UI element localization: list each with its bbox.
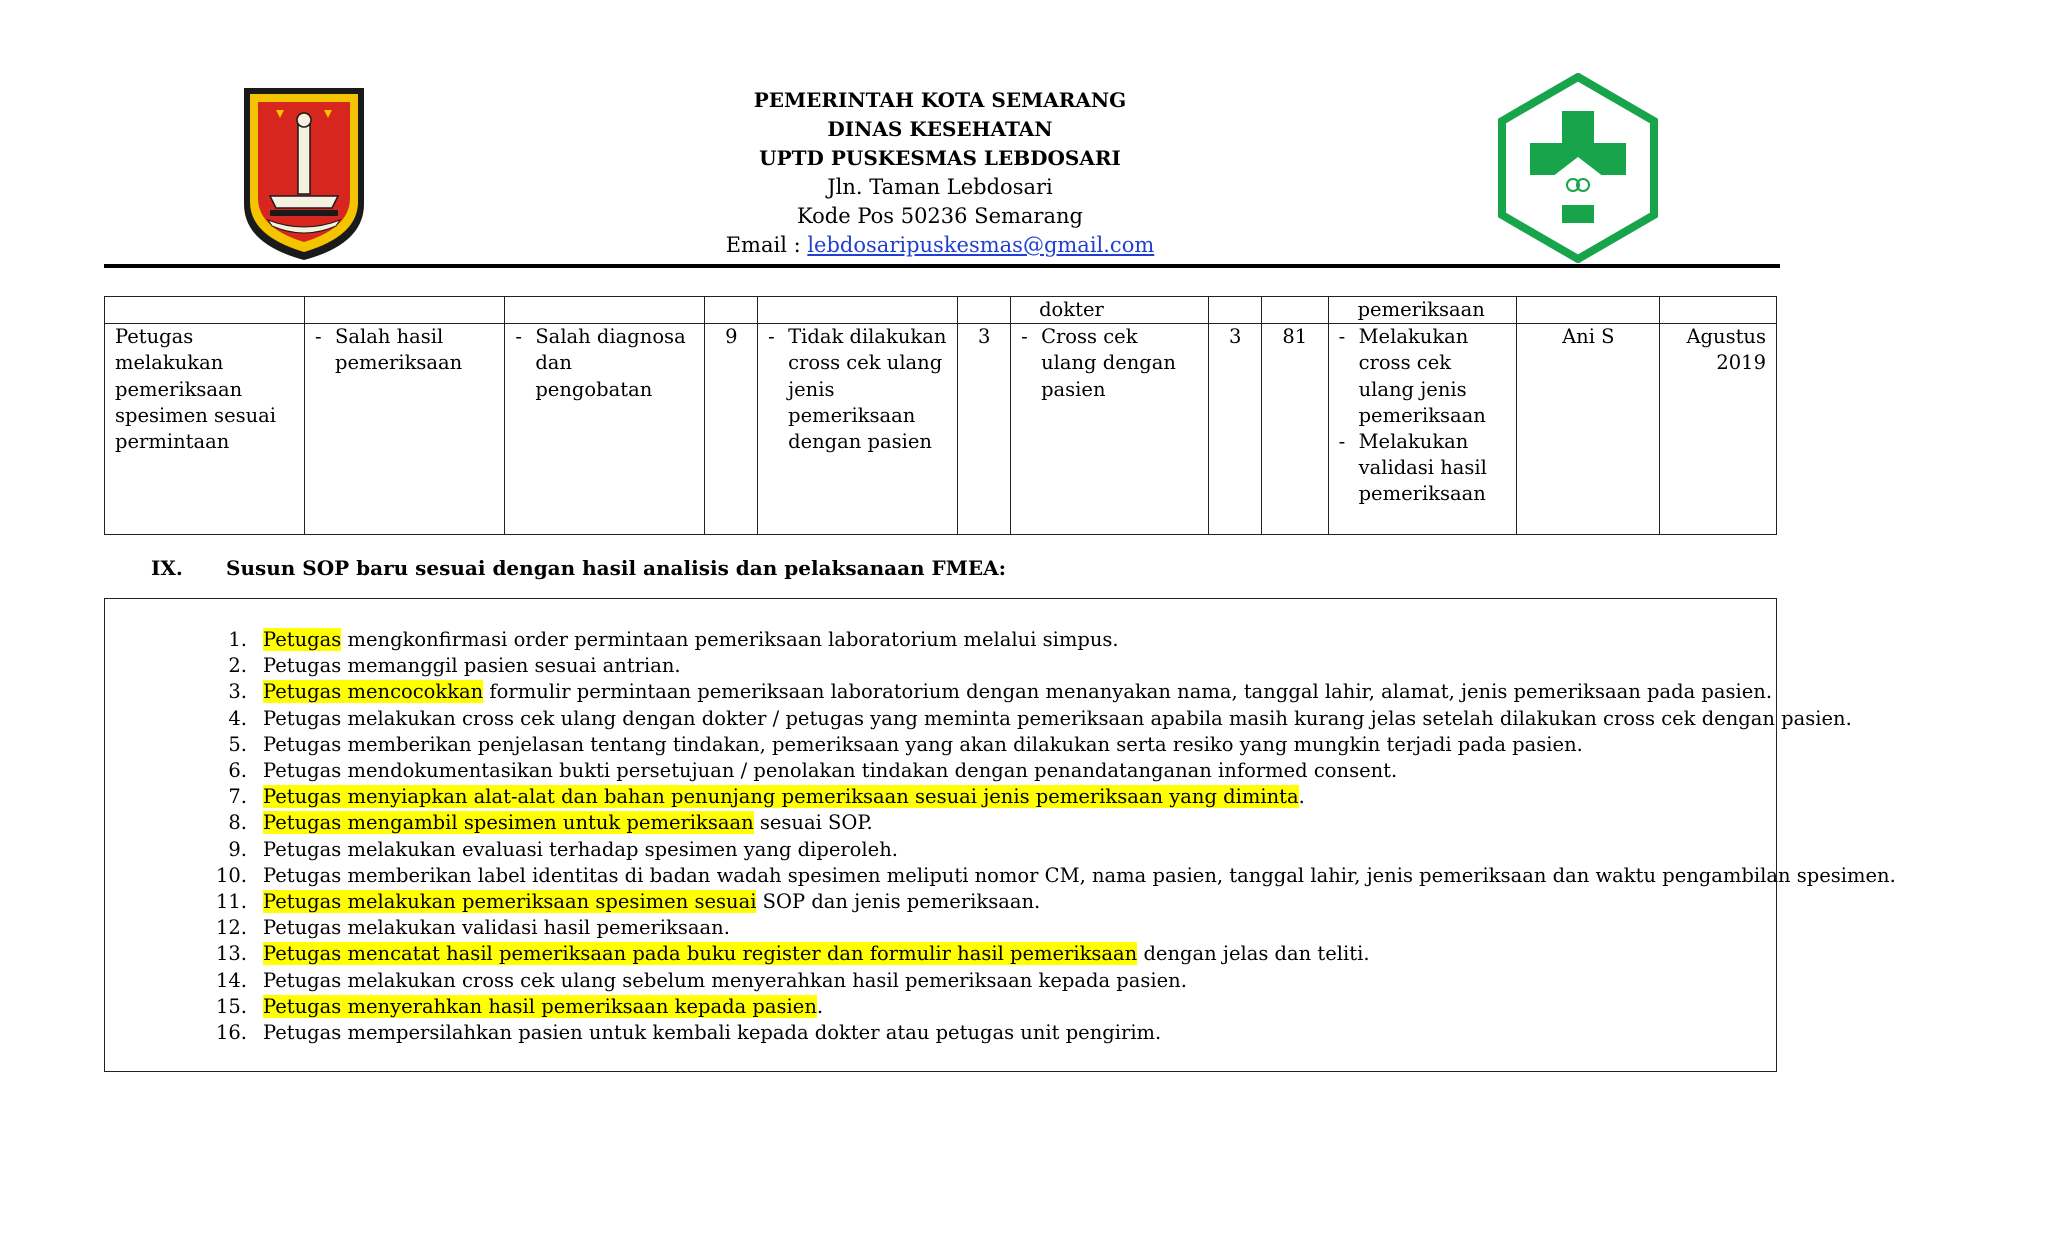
sop-item-rest: . <box>1298 785 1305 809</box>
sop-item <box>105 1020 1776 1046</box>
sop-item-text <box>263 653 681 679</box>
cause-cell: - Tidak dilakukan cross cek ulang jenis pemeriksaan dengan pasien <box>758 324 958 535</box>
sop-item <box>105 863 1896 889</box>
sop-item-text <box>263 889 1040 915</box>
sop-item <box>105 941 1776 967</box>
effect-cell: - Salah diagnosa dan pengobatan <box>505 324 705 535</box>
sop-item <box>105 784 1776 810</box>
sop-item <box>105 994 1776 1020</box>
letterhead-postal: Kode Pos 50236 Semarang <box>797 204 1083 228</box>
letterhead <box>640 86 1240 260</box>
section-heading <box>151 556 1006 580</box>
sop-item-number: 5. <box>228 732 247 756</box>
sop-item-rest: Petugas melakukan cross cek ulang sebelum menyerahkan hasil pemeriksaan kepada pasien. <box>263 968 1187 992</box>
sop-item-number: 14. <box>215 968 247 992</box>
sop-item-text <box>263 863 1896 889</box>
table-row <box>105 297 1777 324</box>
top-action-cell: pemeriksaan <box>1328 297 1517 324</box>
sop-item-rest: mengkonfirmasi order permintaan pemeriksaan laboratorium melalui simpus. <box>341 628 1119 651</box>
sop-item-text <box>263 758 1397 784</box>
email-link[interactable]: lebdosaripuskesmas@gmail.com <box>807 233 1155 257</box>
sop-item-rest: SOP dan jenis pemeriksaan. <box>756 890 1041 914</box>
section-number: IX. <box>151 556 183 580</box>
letterhead-line-1: PEMERINTAH KOTA SEMARANG <box>753 88 1127 112</box>
letterhead-line-2: DINAS KESEHATAN <box>827 117 1053 141</box>
sop-item-rest: Petugas melakukan validasi hasil pemeriksaan. <box>263 916 730 940</box>
sop-item-highlight: Petugas melakukan pemeriksaan spesimen sesuai <box>263 890 757 914</box>
sop-item <box>105 915 1776 941</box>
table-row <box>105 324 1777 535</box>
puskesmas-logo <box>1496 73 1660 263</box>
severity-cell: 9 <box>705 324 758 535</box>
sop-item-number: 13. <box>215 942 247 966</box>
sop-item-text <box>263 837 898 863</box>
sop-item-rest: . <box>816 994 824 1018</box>
sop-item-text <box>263 679 1772 705</box>
sop-item <box>105 837 1776 863</box>
sop-item-number: 8. <box>228 811 247 835</box>
sop-item-text <box>263 810 873 836</box>
sop-item-number: 10. <box>215 863 247 887</box>
sop-item-rest: sesuai SOP. <box>753 811 873 835</box>
date-cell: Agustus 2019 <box>1660 324 1777 535</box>
email-label: Email : <box>725 233 808 257</box>
letterhead-divider <box>104 264 1780 268</box>
sop-item <box>105 758 1776 784</box>
sop-item-rest: Petugas mendokumentasikan bukti persetujuan / penolakan tindakan dengan penandatanganan informed consent. <box>263 759 1398 783</box>
failure-mode-cell: - Salah hasil pemeriksaan <box>304 324 504 535</box>
sop-item <box>105 732 1776 758</box>
sop-item-rest: Petugas memberikan penjelasan tentang tindakan, pemeriksaan yang akan dilakukan serta resiko yang mungkin terjadi pada pasien. <box>263 732 1583 756</box>
top-control-cell: dokter <box>1011 297 1209 324</box>
sop-item-highlight: Petugas <box>263 628 342 651</box>
sop-item-number: 9. <box>228 837 247 861</box>
sop-item-number: 4. <box>228 706 247 730</box>
sop-item-number: 2. <box>228 654 247 678</box>
sop-item-rest: Petugas mempersilahkan pasien untuk kembali kepada dokter atau petugas unit pengirim. <box>263 1021 1162 1045</box>
sop-list <box>105 627 1896 1046</box>
pic-cell: Ani S <box>1517 324 1660 535</box>
sop-item-highlight: Petugas mencocokkan <box>263 680 484 704</box>
sop-item-rest: formulir permintaan pemeriksaan laboratorium dengan menanyakan nama, tanggal lahir, alamat, jenis pemeriksaan pada pasien. <box>483 680 1773 704</box>
letterhead-line-3: UPTD PUSKESMAS LEBDOSARI <box>759 146 1121 170</box>
sop-item-number: 3. <box>228 680 247 704</box>
sop-item-rest: dengan jelas dan teliti. <box>1137 942 1370 966</box>
sop-item-rest: Petugas memanggil pasien sesuai antrian. <box>263 654 681 678</box>
sop-item-rest: Petugas melakukan evaluasi terhadap spesimen yang diperoleh. <box>263 837 898 861</box>
action-cell: - Melakukan cross cek ulang jenis pemeriksaan - Melakukan validasi hasil pemeriksaan <box>1328 324 1517 535</box>
sop-item-text <box>263 732 1583 758</box>
sop-item-highlight: Petugas mencatat hasil pemeriksaan pada buku register dan formulir hasil pemeriksaan <box>263 942 1138 966</box>
sop-item <box>105 810 1776 836</box>
sop-item-number: 11. <box>215 890 247 914</box>
semarang-city-emblem <box>240 84 368 262</box>
letterhead-address: Jln. Taman Lebdosari <box>827 175 1053 199</box>
fmea-table <box>104 296 1777 535</box>
sop-item-number: 1. <box>228 628 247 651</box>
sop-item-text <box>263 968 1187 994</box>
sop-item-highlight: Petugas menyiapkan alat-alat dan bahan penunjang pemeriksaan sesuai jenis pemeriksaan yang diminta <box>263 785 1299 809</box>
sop-item-highlight: Petugas menyerahkan hasil pemeriksaan kepada pasien <box>263 994 817 1018</box>
sop-item-text <box>263 627 1119 653</box>
sop-item <box>105 706 1852 732</box>
control-cell: - Cross cek ulang dengan pasien <box>1011 324 1209 535</box>
sop-item-text <box>263 915 730 941</box>
rpn-cell: 81 <box>1262 324 1329 535</box>
activity-cell: Petugas melakukan pemeriksaan spesimen sesuai permintaan <box>105 324 305 535</box>
letterhead-email-row <box>640 231 1240 260</box>
detection-cell: 3 <box>1209 324 1262 535</box>
sop-item-text <box>263 941 1370 967</box>
occurrence-cell: 3 <box>958 324 1011 535</box>
sop-item-number: 6. <box>228 759 247 783</box>
sop-box <box>104 598 1896 1072</box>
sop-item-highlight: Petugas mengambil spesimen untuk pemeriksaan <box>263 811 754 835</box>
sop-item-number: 12. <box>215 916 247 940</box>
sop-item-text <box>263 994 823 1020</box>
sop-item-number: 16. <box>215 1021 247 1045</box>
sop-item <box>105 968 1776 994</box>
sop-item-number: 7. <box>228 785 247 809</box>
sop-item-rest: Petugas memberikan label identitas di badan wadah spesimen meliputi nomor CM, nama pasien, tanggal lahir, jenis pemeriksaan dan waktu pengambilan spesimen. <box>263 863 1896 887</box>
sop-item-text <box>263 784 1305 810</box>
sop-item <box>105 653 1776 679</box>
sop-item-text <box>263 1020 1161 1046</box>
sop-item-number: 15. <box>215 994 247 1018</box>
sop-item-text <box>263 706 1852 732</box>
section-title: Susun SOP baru sesuai dengan hasil analisis dan pelaksanaan FMEA: <box>226 556 1007 580</box>
sop-item <box>105 627 1776 653</box>
sop-item <box>105 679 1776 705</box>
sop-item-rest: Petugas melakukan cross cek ulang dengan dokter / petugas yang meminta pemeriksaan apabila masih kurang jelas setelah dilakukan cross cek dengan pasien. <box>263 706 1852 730</box>
sop-item <box>105 889 1776 915</box>
